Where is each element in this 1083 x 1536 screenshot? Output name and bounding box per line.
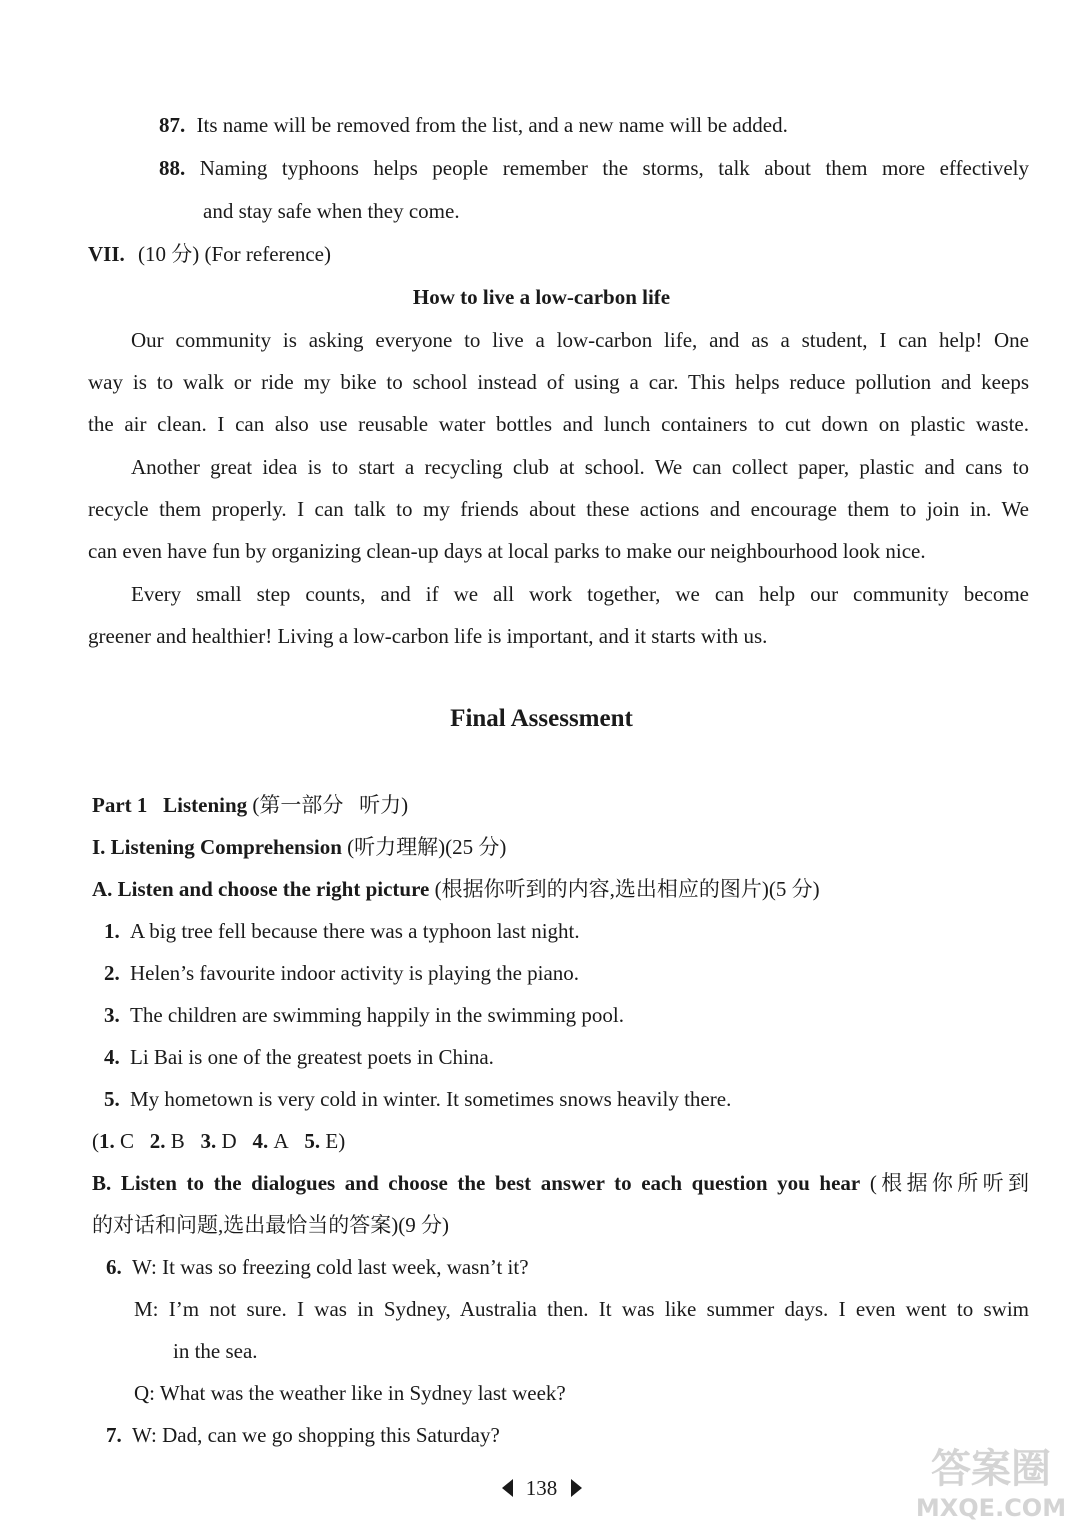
item-a-4-text: Li Bai is one of the greatest poets in China. <box>130 1045 494 1069</box>
item-a-5 <box>104 1085 731 1113</box>
section-a-label: A. Listen and choose the right picture <box>92 877 430 901</box>
triangle-left-icon <box>502 1479 513 1497</box>
answer-a-5-num: 5. <box>304 1129 321 1153</box>
final-assessment-title: Final Assessment <box>450 705 633 732</box>
section-i-cn: (听力理解)(25 分) <box>341 835 507 859</box>
section-b-label: B. Listen to the dialogues and choose the best answer to each question you hear <box>92 1171 861 1195</box>
answer-a-5: E <box>325 1129 339 1153</box>
item-a-5-number: 5. <box>104 1087 120 1111</box>
item-a-4-number: 4. <box>104 1045 120 1069</box>
dialogue-6-m-line1: M: I’m not sure. I was in Sydney, Australia then. It was like summer days. I even went to swim <box>134 1297 1029 1321</box>
triangle-right-icon <box>571 1479 582 1497</box>
section-vii-note: (10 分) (For reference) <box>138 242 331 266</box>
watermark-text-1: 答案圈 <box>931 1446 1051 1492</box>
answer-87-text: Its name will be removed from the list, and a new name will be added. <box>196 113 788 137</box>
item-a-4 <box>104 1043 494 1071</box>
item-a-5-text: My hometown is very cold in winter. It sometimes snows heavily there. <box>130 1087 732 1111</box>
dialogue-7-w-text: W: Dad, can we go shopping this Saturday? <box>132 1423 500 1447</box>
answer-88-line2: and stay safe when they come. <box>203 199 460 223</box>
dialogue-6-m-line2: in the sea. <box>173 1339 258 1363</box>
item-a-2-text: Helen’s favourite indoor activity is playing the piano. <box>130 961 580 985</box>
item-a-1 <box>104 917 580 945</box>
answer-87-number: 87. <box>159 113 186 137</box>
dialogue-7-w <box>106 1421 500 1449</box>
part1-cn: (第一部分 听力) <box>247 793 409 817</box>
answer-87 <box>159 111 788 139</box>
watermark-text-2: MXQE.COM <box>915 1494 1067 1522</box>
section-i-heading <box>92 833 506 861</box>
part1-heading <box>92 791 408 819</box>
essay-line-2: way is to walk or ride my bike to school instead of using a car. This helps reduce pollution and keeps <box>88 370 1029 394</box>
section-b-cn-2: 的对话和问题,选出最恰当的答案)(9 分) <box>92 1213 449 1237</box>
watermark-logo-icon <box>911 1432 1071 1528</box>
part1-label: Part 1 Listening <box>92 793 248 817</box>
answer-a-1: C <box>120 1129 135 1153</box>
answers-a: (1. C 2. B 3. D 4. A 5. E) <box>92 1129 346 1153</box>
essay-line-7: Every small step counts, and if we all work together, we can help our community become <box>131 582 1029 606</box>
dialogue-6-w-text: W: It was so freezing cold last week, wasn’t it? <box>132 1255 529 1279</box>
section-i-label: I. Listening Comprehension <box>92 835 342 859</box>
essay-title: How to live a low-carbon life <box>412 285 671 309</box>
essay-line-5: recycle them properly. I can talk to my friends about these actions and encourage them to join in. We <box>88 497 1029 521</box>
answer-88-number: 88. <box>159 156 186 180</box>
answer-a-3: D <box>221 1129 237 1153</box>
essay-line-1: Our community is asking everyone to live a low-carbon life, and as a student, I can help! One <box>131 328 1029 352</box>
item-a-2-number: 2. <box>104 961 120 985</box>
answer-a-2-num: 2. <box>149 1129 166 1153</box>
answer-88-text-1: Naming typhoons helps people remember the storms, talk about them more effectively <box>199 156 1029 180</box>
answer-a-4-num: 4. <box>252 1129 269 1153</box>
dialogue-6-number: 6. <box>106 1255 122 1279</box>
answer-88-line1 <box>159 154 1029 182</box>
essay-line-4: Another great idea is to start a recycling club at school. We can collect paper, plastic and cans to <box>131 455 1029 479</box>
section-a-cn: (根据你听到的内容,选出相应的图片)(5 分) <box>429 877 820 901</box>
essay-line-6: can even have fun by organizing clean-up days at local parks to make our neighbourhood look nice. <box>88 539 926 563</box>
dialogue-7-number: 7. <box>106 1423 122 1447</box>
answer-a-2: B <box>170 1129 185 1153</box>
item-a-3-number: 3. <box>104 1003 120 1027</box>
item-a-3-text: The children are swimming happily in the swimming pool. <box>130 1003 625 1027</box>
answer-a-1-num: 1. <box>99 1129 115 1153</box>
essay-line-3: the air clean. I can also use reusable water bottles and lunch containers to cut down on plastic waste. <box>88 412 1029 436</box>
item-a-1-number: 1. <box>104 919 120 943</box>
answer-a-4: A <box>273 1129 289 1153</box>
item-a-1-text: A big tree fell because there was a typhoon last night. <box>130 919 580 943</box>
section-vii-heading <box>88 240 331 268</box>
essay-line-8: greener and healthier! Living a low-carbon life is important, and it starts with us. <box>88 624 768 648</box>
section-vii-label: VII. <box>88 242 125 266</box>
section-b-heading-line1 <box>92 1169 1029 1197</box>
item-a-3 <box>104 1001 624 1029</box>
dialogue-6-question: Q: What was the weather like in Sydney last week? <box>134 1381 566 1405</box>
page-number: 138 <box>525 1475 558 1500</box>
item-a-2 <box>104 959 579 987</box>
section-b-cn-1: (根据你所听到 <box>860 1171 1029 1195</box>
dialogue-6-w <box>106 1253 529 1281</box>
section-a-heading <box>92 875 820 903</box>
answer-a-3-num: 3. <box>200 1129 217 1153</box>
